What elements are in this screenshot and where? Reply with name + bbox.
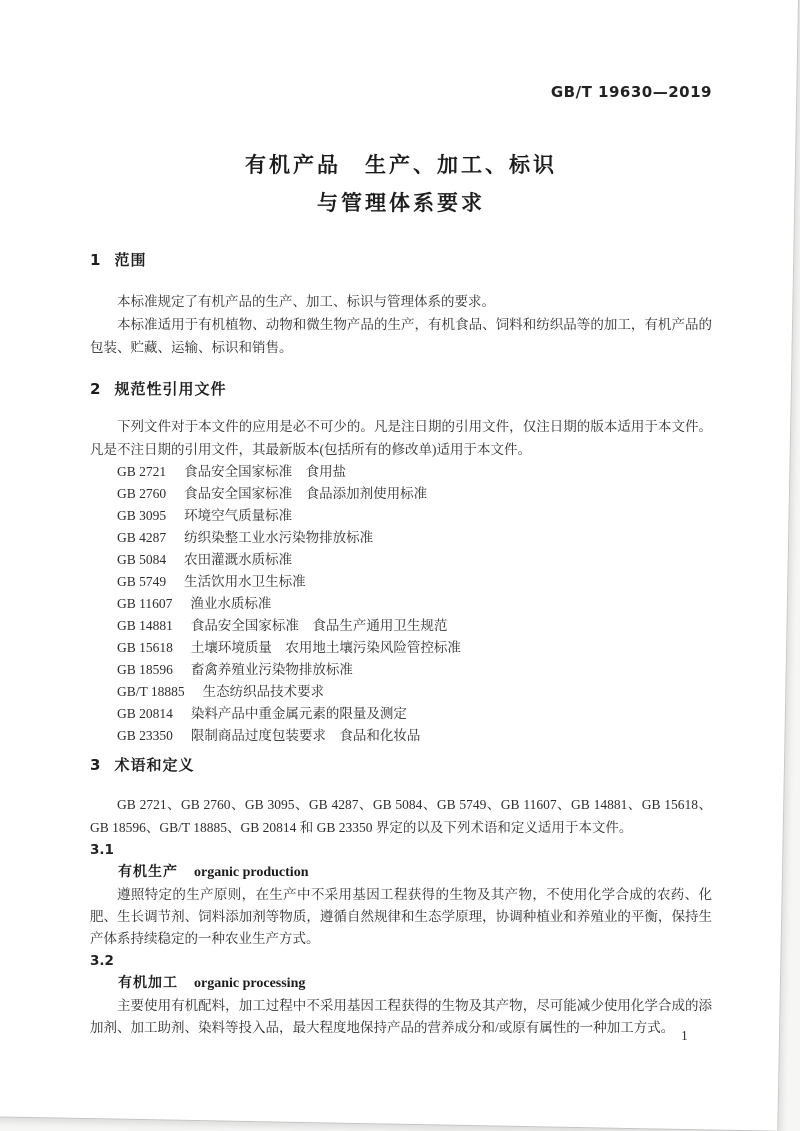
reference-code: GB 2760 (117, 486, 167, 501)
document-title-line1: 有机产品 生产、加工、标识 (245, 153, 557, 177)
reference-code: GB 4287 (117, 530, 167, 545)
reference-item (90, 615, 712, 637)
reference-item (90, 461, 712, 483)
page-content (90, 0, 712, 1039)
reference-item (90, 725, 712, 747)
reference-title: 环境空气质量标准 (184, 508, 293, 523)
reference-title: 限制商品过度包装要求 食品和化妆品 (190, 728, 421, 743)
reference-code: GB 2721 (117, 464, 167, 479)
reference-code: GB 5084 (117, 552, 167, 567)
reference-title: 食品安全国家标准 食品生产通用卫生规范 (190, 618, 448, 633)
reference-code: GB 18596 (117, 662, 173, 677)
reference-title: 食品安全国家标准 食品添加剂使用标准 (184, 486, 428, 501)
reference-code: GB 23350 (117, 728, 173, 743)
reference-title: 畜禽养殖业污染物排放标准 (190, 662, 353, 677)
reference-item (90, 527, 712, 549)
section-heading-normative-references (90, 381, 712, 397)
reference-list (90, 461, 712, 747)
reference-code: GB 15618 (117, 640, 173, 655)
reference-title: 生活饮用水卫生标准 (184, 574, 306, 589)
reference-code: GB/T 18885 (117, 684, 185, 699)
reference-item (90, 659, 712, 681)
scope-paragraph-2: 本标准适用于有机植物、动物和微生物产品的生产，有机食品、饲料和纺织品等的加工，有机产品的包装、贮藏、运输、标识和销售。 (90, 317, 712, 355)
section-label: 范围 (114, 251, 147, 269)
clause-number: 3.2 (90, 953, 114, 969)
term-definition: 主要使用有机配料，加工过程中不采用基因工程获得的生物及其产物，尽可能减少使用化学合成的添加剂、加工助剂、染料等投入品，最大程度地保持产品的营养成分和/或原有属性的一种加工方式。 (90, 998, 712, 1035)
reference-title: 生态纺织品技术要求 (202, 684, 325, 699)
reference-title: 土壤环境质量 农用地土壤污染风险管控标准 (190, 640, 461, 655)
reference-code: GB 20814 (117, 706, 173, 721)
reference-title: 食品安全国家标准 食用盐 (184, 464, 347, 479)
reference-item (90, 571, 712, 593)
term-chinese: 有机加工 (118, 975, 178, 991)
reference-title: 染料产品中重金属元素的限量及测定 (190, 706, 407, 721)
reference-item (90, 483, 712, 505)
reference-title: 纺织染整工业水污染物排放标准 (184, 530, 374, 545)
term-line (90, 972, 712, 995)
page-number: 1 (681, 1028, 688, 1043)
reference-code: GB 5749 (117, 574, 167, 589)
reference-item (90, 703, 712, 725)
term-line (90, 861, 712, 884)
reference-item (90, 681, 712, 703)
scope-paragraph-1: 本标准规定了有机产品的生产、加工、标识与管理体系的要求。 (117, 294, 495, 309)
reference-item (90, 637, 712, 659)
term-definition: 遵照特定的生产原则，在生产中不采用基因工程获得的生物及其产物，不使用化学合成的农药、化肥、生长调节剂、饲料添加剂等物质，遵循自然规律和生态学原理，协调种植业和养殖业的平衡，保持生产体系持续稳定的一种农业生产方式。 (90, 887, 712, 946)
section-heading-scope (90, 252, 712, 268)
clause-number: 3.1 (90, 842, 114, 858)
reference-code: GB 14881 (117, 618, 173, 633)
reference-code: GB 11607 (117, 596, 173, 611)
section-number: 2 (90, 380, 101, 398)
term-english: organic production (194, 865, 309, 880)
section-label: 规范性引用文件 (114, 380, 227, 398)
section-number: 3 (90, 756, 101, 774)
reference-item (90, 505, 712, 527)
section-number: 1 (90, 251, 101, 269)
reference-item (90, 549, 712, 571)
reference-item (90, 593, 712, 615)
reference-title: 渔业水质标准 (190, 596, 272, 611)
document-title (90, 146, 712, 222)
section-heading-terms (90, 757, 712, 773)
reference-code: GB 3095 (117, 508, 167, 523)
section-label: 术语和定义 (114, 756, 195, 774)
terms-intro: GB 2721、GB 2760、GB 3095、GB 4287、GB 5084、GB 5749、GB 11607、GB 14881、GB 15618、GB 18596、GB/T 18885、GB 20814 和 GB 23350 界定的以及下列术语和定义适用于本文件。 (90, 797, 712, 835)
document-title-line2: 与管理体系要求 (317, 191, 485, 215)
standard-number: GB/T 19630—2019 (550, 83, 712, 101)
reference-title: 农田灌溉水质标准 (184, 552, 293, 567)
term-english: organic processing (194, 976, 306, 991)
term-chinese: 有机生产 (118, 864, 178, 880)
references-intro: 下列文件对于本文件的应用是必不可少的。凡是注日期的引用文件，仅注日期的版本适用于本文件。凡是不注日期的引用文件，其最新版本(包括所有的修改单)适用于本文件。 (90, 419, 712, 457)
